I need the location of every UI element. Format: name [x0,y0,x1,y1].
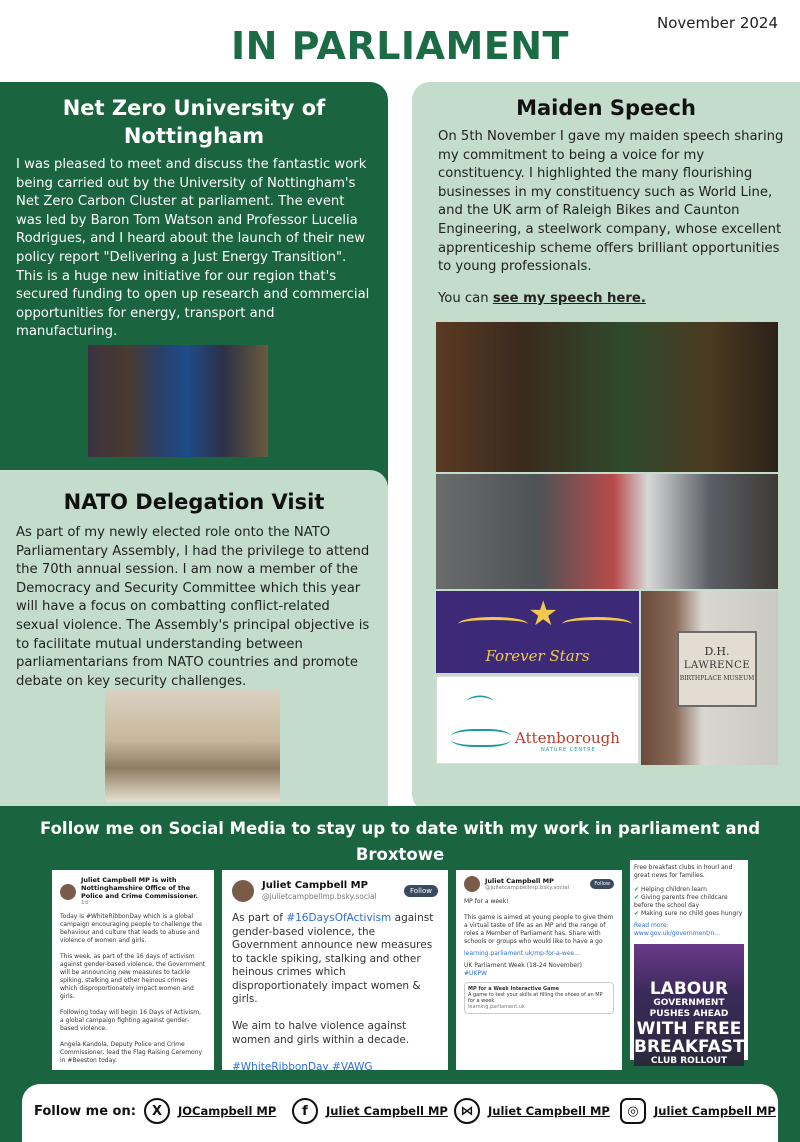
hashtags[interactable]: #WhiteRibbonDay #VAWG [232,1060,373,1073]
post-line: Free breakfast clubs in hourl and great news for families. [634,864,733,879]
bluesky-icon: ⋈ [454,1098,480,1124]
post-text-1: As part of [232,912,287,924]
check-item: ✔ Giving parents free childcare before the school day [634,894,728,909]
graphic-line2: GOVERNMENT PUSHES AHEAD [649,998,729,1019]
check-icon: ✔ [634,894,641,901]
instagram-link[interactable] [620,1098,776,1124]
engineering-visit-photo [436,474,778,589]
dh-sign-line3: BIRTHPLACE MUSEUM [679,675,755,682]
star-wing-right [562,617,632,631]
bird-icon: ⌒ [467,695,494,725]
maiden-speech-title: Maiden Speech [516,96,696,120]
x-link[interactable] [144,1098,276,1124]
check-item: ✔ Making sure no child goes hungry [634,910,743,917]
forever-stars-logo [436,591,639,673]
maiden-speech-photo [436,322,778,472]
attenborough-name: Attenborough [515,729,620,747]
graphic-line3: WITH FREE [636,1019,742,1039]
avatar [60,884,76,900]
bluesky-post-activism[interactable] [222,870,448,1073]
speech-link-prefix: You can [438,290,493,306]
bluesky-post-mp-for-a-week[interactable] [456,870,622,1070]
post-author: Juliet Campbell MP is with Nottinghamshire Office of the Police and Crime Commissioner. [81,876,199,900]
instagram-icon: ◎ [620,1098,646,1124]
netzero-body: I was pleased to meet and discuss the fantastic work being carried out by the University of Nottingham's Net Zero Carbon Cluster at parliament. The event was led by Baron Tom Watson and Professor Lucelia Rodrigues, and I heard about the launch of their new policy report "Delivering a Just Energy Transition". This is a huge new initiative for our region that's secured funding to open up research and commercial opportunities for energy, transport and manufacturing. [16,157,370,340]
dh-lawrence-sign [677,631,757,707]
post-header [60,876,206,907]
graphic-line1: LABOUR [649,979,729,999]
dh-sign-line1: D.H. [704,645,730,658]
graphic-line4: BREAKFAST [634,1037,745,1057]
nato-title: NATO Delegation Visit [63,490,325,514]
breakfast-club-graphic [634,944,744,1066]
nato-body: As part of my newly elected role onto the NATO Parliamentary Assembly, I had the privilege to attend the 70th annual session. I am now a member of the Democracy and Security Committee which this year will have a focus on combatting conflict-related sexual violence. The Assembly's principal objective is to facilitate mutual understanding between parliamentarians from NATO countries and promote debate on key security challenges. [16,525,370,689]
post-link[interactable]: learning.parliament.uk/mp-for-a-wee... [464,950,580,957]
link-card[interactable] [464,982,614,1014]
forever-stars-label: Forever Stars [485,647,590,665]
link-card-desc: A game to test your skills at filling the shoes of an MP for a week [468,992,603,1004]
check-icon: ✔ [634,886,641,893]
facebook-link[interactable] [292,1098,448,1124]
attenborough-logo [436,676,639,764]
link-card-source: learning.parliament.uk [468,1004,525,1010]
link-card-title: MP for a Week Interactive Game [468,986,560,992]
post-body [232,912,438,1074]
post-header [232,880,438,902]
post-handle: @julietcampbellmp.bsky.social [485,884,570,891]
x-handle: JOCampbell MP [178,1104,277,1118]
x-icon: X [144,1098,170,1124]
avatar [232,880,254,902]
breakfast-club-post[interactable] [630,860,748,1066]
facebook-icon: f [292,1098,318,1124]
star-icon: ★ [528,594,559,634]
post-author: Juliet Campbell MP [262,880,368,891]
bluesky-handle: Juliet Campbell MP [488,1104,610,1118]
post-body: Today is #WhiteRibbonDay which is a global campaign encouraging people to challenge the behaviour and culture that leads to abuse and violence of women and girls. This week, as part of the 16 days of activism against gender-based violence, the Government will be announcing new measures to tackle spiking, stalking and other heinous crimes which disproportionately impact women and girls. Following today will begin 16 Days of Activism, a global campaign fighting against gender-based violence. Angela Kandola, Deputy Police and Crime Commissioner, lead the Flag Raising Ceremony in #Beeston today. [60,913,206,1064]
read-more-link[interactable]: Read more: www.gov.uk/government/n... [634,922,720,937]
hashtag[interactable]: #16DaysOfActivism [286,912,392,924]
graphic-line5: CLUB ROLLOUT [650,1056,728,1066]
follow-button[interactable]: Follow [590,879,614,889]
page-title: IN PARLIAMENT [231,24,569,68]
post-header [464,876,614,892]
check-item: ✔ Helping children learn [634,886,707,893]
nato-photo [105,690,280,802]
avatar [464,876,480,892]
dh-sign-line2: LAWRENCE [683,660,751,671]
post-event: UK Parliament Week (18-24 November) [464,962,582,969]
maiden-speech-body: On 5th November I gave my maiden speech sharing my commitment to being a voice for my constituency. I highlighted the many flourishing businesses in my constituency such as World Line, and the UK arm of Raleigh Bikes and Caunton Engineering, a steelwork company, whose excellent apprenticeship scheme offers brilliant opportunities to young professionals. [438,129,784,275]
check-icon: ✔ [634,910,641,917]
netzero-title: Net Zero University of Nottingham [62,96,326,148]
star-wing-left [458,617,528,631]
follow-label: Follow me on: [34,1104,136,1119]
follow-button[interactable]: Follow [404,885,438,897]
post-handle: @julietcampbellmp.bsky.social [262,892,377,901]
attenborough-sub: NATURE CENTRE [541,747,596,753]
facebook-post[interactable] [52,870,214,1070]
waves-icon [451,729,511,747]
event-hashtag[interactable]: #UKPW [464,970,487,977]
speech-link-line [438,291,786,306]
issue-date: November 2024 [657,14,778,32]
speech-link[interactable]: see my speech here. [492,290,646,306]
post-body: MP for a week! This game is aimed at young people to give them a virtual taste of life as an MP and the range of roles a Member of Parliament has. Share with schools or groups who would like to have a go [464,898,614,945]
instagram-handle: Juliet Campbell MP [654,1104,776,1118]
post-time: 1d [81,900,88,906]
facebook-handle: Juliet Campbell MP [326,1104,448,1118]
post-author: Juliet Campbell MP [485,876,554,885]
netzero-photo [88,345,268,457]
bluesky-link[interactable] [454,1098,610,1124]
dh-lawrence-sign-photo [641,591,778,765]
social-heading: Follow me on Social Media to stay up to date with my work in parliament and Broxtowe [39,819,761,864]
post-text-2: against gender-based violence, the Government announce new measures to tackle spiking, stalking and other heinous crimes which disproportionately impact women & girls. We aim to halve violence against women and girls within a decade. [232,912,434,1046]
